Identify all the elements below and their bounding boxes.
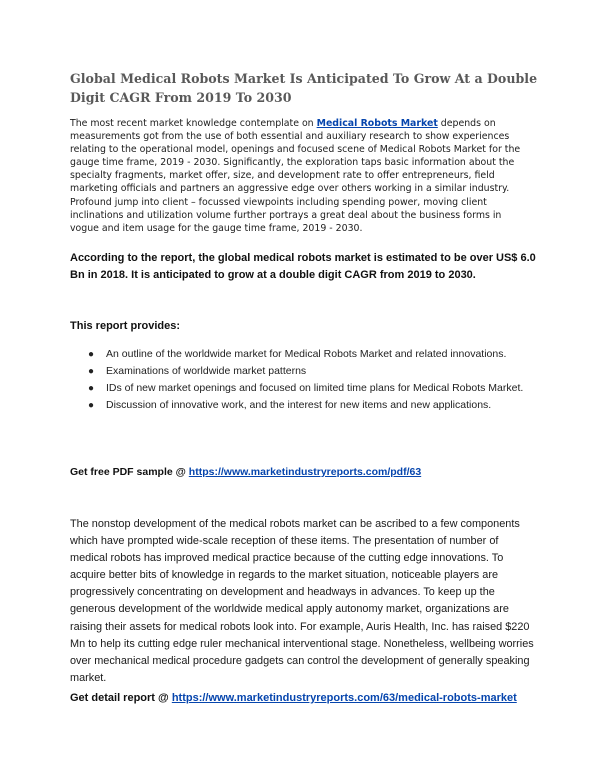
pdf-sample-label: Get free PDF sample @ xyxy=(70,466,189,478)
bullet-icon: ● xyxy=(88,349,95,360)
provides-list xyxy=(70,346,540,414)
intro-paragraph xyxy=(70,117,532,235)
detail-report-link[interactable]: https://www.marketindustryreports.com/63/medical-robots-market xyxy=(171,692,517,704)
bullet-icon: ● xyxy=(88,366,95,377)
intro-text-after: depends on measurements got from the use of both essential and auxiliary research to show experiences relating to the operational model, openings and focused scene of Medical Robots Market for the gauge time frame, 2019 - 2030. Significantly, the exploration taps basic information about the specialty fragments, market offer, size, and development rate to offer entrepreneurs, field marketing officials and partners an aggressive edge over others working in a similar industry. Profound jump into client – focussed viewpoints including spending power, moving client inclinations and utilization volume further portrays a great deal about the business forms in vogue and item usage for the gauge time frame, 2019 - 2030. xyxy=(70,118,521,234)
list-item xyxy=(70,363,540,380)
intro-text-before: The most recent market knowledge contemplate on xyxy=(70,118,317,129)
market-growth-paragraph: The nonstop development of the medical robots market can be ascribed to a few components which have prompted wide-scale reception of these items. The presentation of number of medical robots has improved medical practice because of the cutting edge innovations. To acquire better bits of knowledge in regards to the market situation, noticeable players are progressively concentrating on development and headways in advances. To keep up the generous development of the worldwide medical apply autonomy market, organizations are raising their assets for medical robots look into. For example, Auris Health, Inc. has raised $220 Mn to help its cutting edge ruler mechanical interventional stage. Nonetheless, wellbeing worries over mechanical medical procedure gadgets can control the development of generally speaking market. xyxy=(70,518,534,684)
document-title: Global Medical Robots Market Is Anticipated To Grow At a Double Digit CAGR From 2019 To 2030 xyxy=(70,71,538,105)
detail-report-label: Get detail report @ xyxy=(70,692,172,704)
list-item xyxy=(70,397,540,414)
list-item-text: IDs of new market openings and focused on limited time plans for Medical Robots Market. xyxy=(106,382,524,394)
list-item-text: Examinations of worldwide market patterns xyxy=(106,365,307,377)
bullet-icon: ● xyxy=(88,383,95,394)
pdf-sample-line xyxy=(70,466,421,478)
medical-robots-market-link[interactable]: Medical Robots Market xyxy=(316,118,438,129)
list-item-text: Discussion of innovative work, and the interest for new items and new applications. xyxy=(106,399,492,411)
detail-report-line xyxy=(70,692,517,704)
list-item xyxy=(70,380,540,397)
bullet-icon: ● xyxy=(88,400,95,411)
list-item-text: An outline of the worldwide market for Medical Robots Market and related innovations. xyxy=(106,348,507,360)
list-item xyxy=(70,346,540,363)
pdf-sample-link[interactable]: https://www.marketindustryreports.com/pdf/63 xyxy=(188,466,422,478)
report-provides-heading: This report provides: xyxy=(70,320,181,332)
market-highlight: According to the report, the global medical robots market is estimated to be over US$ 6.0 Bn in 2018. It is anticipated to grow at a double digit CAGR from 2019 to 2030. xyxy=(70,252,536,281)
